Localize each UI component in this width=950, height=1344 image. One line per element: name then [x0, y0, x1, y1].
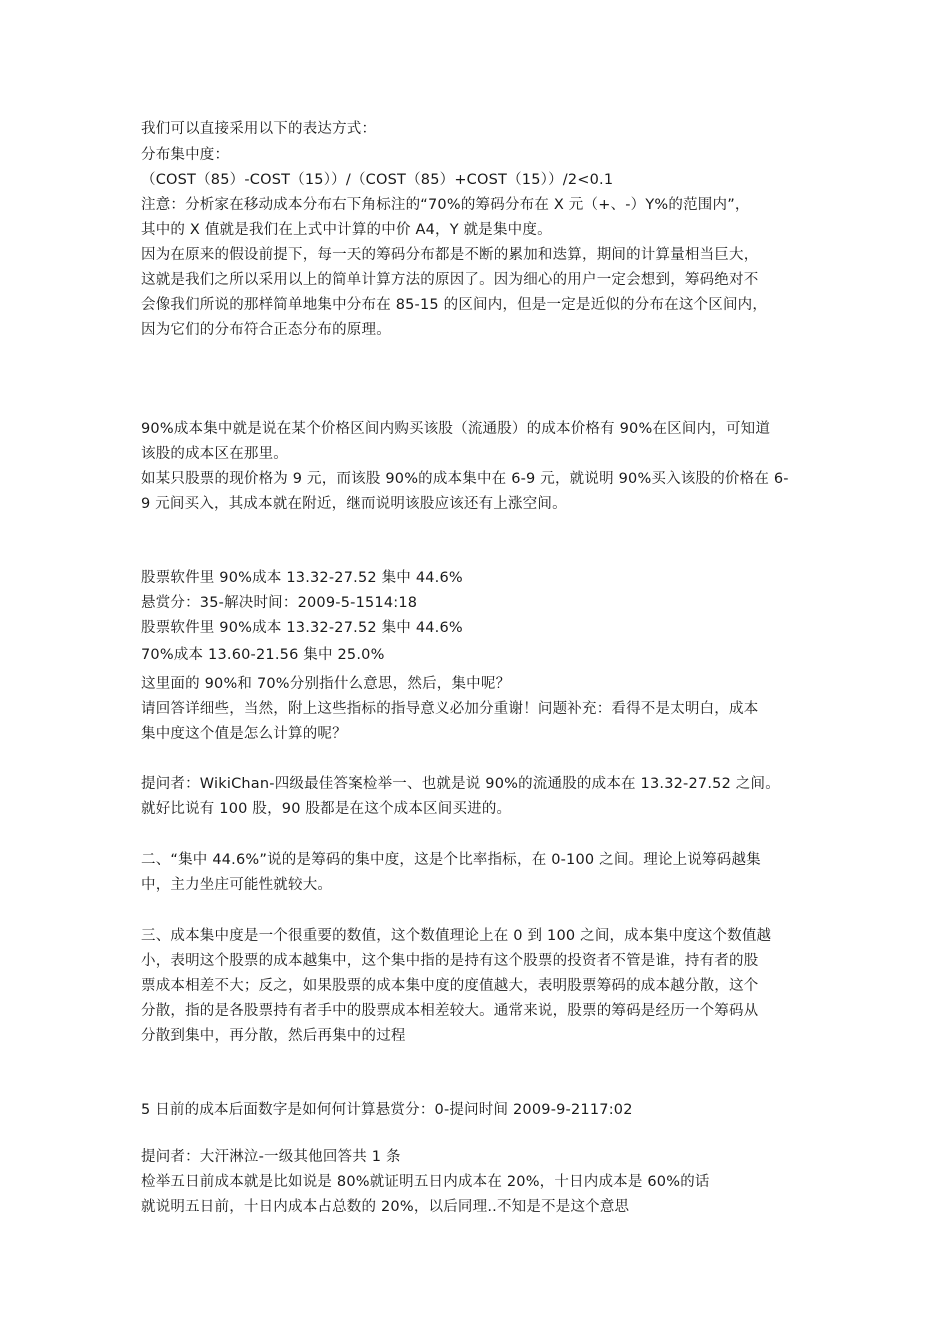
text-line: 这就是我们之所以采用以上的简单计算方法的原因了。因为细心的用户一定会想到，筹码绝对不 — [141, 272, 759, 288]
text-line: 三、成本集中度是一个很重要的数值，这个数值理论上在 0 到 100 之间，成本集中度这个数值越 — [141, 928, 772, 944]
text-line: 票成本相差不大；反之，如果股票的成本集中度的度值越大，表明股票筹码的成本越分散，这个 — [141, 978, 759, 994]
text-line: 检举五日前成本就是比如说是 80%就证明五日内成本在 20%，十日内成本是 60%的话 — [141, 1174, 710, 1190]
text-line: 中，主力坐庄可能性就较大。 — [141, 877, 333, 893]
text-line: 悬赏分：35-解决时间：2009-5-1514:18 — [141, 595, 418, 611]
text-line: 提问者：WikiChan-四级最佳答案检举一、也就是说 90%的流通股的成本在 13.32-27.52 之间。 — [141, 776, 780, 792]
text-line: 股票软件里 90%成本 13.32-27.52 集中 44.6% — [141, 620, 463, 636]
text-line: 股票软件里 90%成本 13.32-27.52 集中 44.6% — [141, 570, 463, 586]
text-line: 我们可以直接采用以下的表达方式： — [141, 121, 377, 137]
text-line: 5 日前的成本后面数字是如何何计算悬赏分：0-提问时间 2009-9-2117:02 — [141, 1102, 633, 1118]
text-line: 因为它们的分布符合正态分布的原理。 — [141, 322, 391, 338]
text-line: 9 元间买入，其成本就在附近，继而说明该股应该还有上涨空间。 — [141, 496, 567, 512]
text-line: 因为在原来的假设前提下，每一天的筹码分布都是不断的累加和迭算，期间的计算量相当巨大， — [141, 247, 759, 263]
formula-line: （COST（85）-COST（15））/（COST（85）+COST（15））/2<0.1 — [141, 172, 614, 188]
text-line: 二、“集中 44.6%”说的是筹码的集中度，这是个比率指标，在 0-100 之间。理论上说筹码越集 — [141, 852, 761, 868]
text-line: 该股的成本区在那里。 — [141, 446, 288, 462]
text-line: 请回答详细些，当然，附上这些指标的指导意义必加分重谢！问题补充：看得不是太明白，成本 — [141, 701, 759, 717]
text-line: 提问者：大汗淋泣-一级其他回答共 1 条 — [141, 1149, 401, 1165]
text-line: 就说明五日前，十日内成本占总数的 20%，以后同理..不知是不是这个意思 — [141, 1199, 630, 1215]
text-line: 如某只股票的现价格为 9 元，而该股 90%的成本集中在 6-9 元，就说明 90%买入该股的价格在 6- — [141, 471, 789, 487]
text-line: 集中度这个值是怎么计算的呢？ — [141, 726, 347, 742]
text-line: 分散到集中，再分散，然后再集中的过程 — [141, 1028, 406, 1044]
text-line: 分布集中度： — [141, 147, 230, 163]
text-line: 其中的 X 值就是我们在上式中计算的中价 A4，Y 就是集中度。 — [141, 222, 552, 238]
text-line: 小，表明这个股票的成本越集中，这个集中指的是持有这个股票的投资者不管是谁，持有者的股 — [141, 953, 759, 969]
text-line: 这里面的 90%和 70%分别指什么意思，然后，集中呢？ — [141, 676, 511, 692]
text-line: 70%成本 13.60-21.56 集中 25.0% — [141, 647, 385, 663]
text-line: 分散，指的是各股票持有者手中的股票成本相差较大。通常来说，股票的筹码是经历一个筹码从 — [141, 1003, 759, 1019]
text-line: 会像我们所说的那样简单地集中分布在 85-15 的区间内，但是一定是近似的分布在这个区间内， — [141, 297, 768, 313]
text-line: 就好比说有 100 股，90 股都是在这个成本区间买进的。 — [141, 801, 512, 817]
text-line: 90%成本集中就是说在某个价格区间内购买该股（流通股）的成本价格有 90%在区间内，可知道 — [141, 421, 771, 437]
text-line: 注意：分析家在移动成本分布右下角标注的“70%的筹码分布在 X 元（+、-）Y%的范围内”， — [141, 197, 750, 213]
